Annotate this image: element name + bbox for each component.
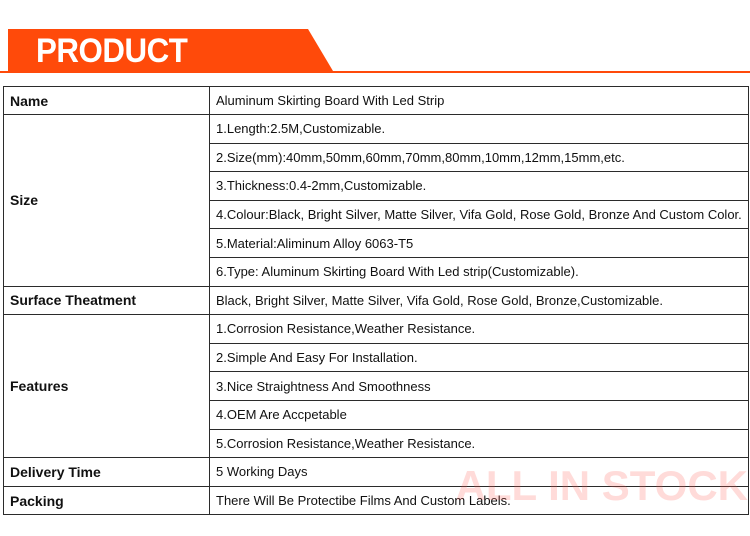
- size-item: 2.Size(mm):40mm,50mm,60mm,70mm,80mm,10mm,12mm,15mm,etc.: [210, 143, 749, 172]
- feature-item: 4.OEM Are Accpetable: [210, 400, 749, 429]
- size-item: 3.Thickness:0.4-2mm,Customizable.: [210, 172, 749, 201]
- spec-table: [3, 86, 749, 515]
- banner-title: PRODUCT: [36, 32, 188, 70]
- features-label: Features: [4, 315, 210, 458]
- stock-watermark: ALL IN STOCK: [455, 462, 748, 509]
- delivery-label: Delivery Time: [4, 458, 210, 487]
- size-item: 6.Type: Aluminum Skirting Board With Led strip(Customizable).: [210, 257, 749, 286]
- feature-item: 5.Corrosion Resistance,Weather Resistance.: [210, 429, 749, 458]
- feature-item: 2.Simple And Easy For Installation.: [210, 343, 749, 372]
- table-row: [4, 458, 749, 487]
- packing-value: There Will Be Protectibe Films And Custom Labels.: [210, 486, 749, 515]
- table-row: [4, 315, 749, 344]
- size-label: Size: [4, 115, 210, 287]
- size-item: 1.Length:2.5M,Customizable.: [210, 115, 749, 144]
- name-label: Name: [4, 87, 210, 115]
- table-row: [4, 87, 749, 115]
- surface-value: Black, Bright Silver, Matte Silver, Vifa Gold, Rose Gold, Bronze,Customizable.: [210, 286, 749, 315]
- surface-label: Surface Theatment: [4, 286, 210, 315]
- name-value: Aluminum Skirting Board With Led Strip: [210, 87, 749, 115]
- table-row: [4, 486, 749, 515]
- feature-item: 1.Corrosion Resistance,Weather Resistance.: [210, 315, 749, 344]
- packing-label: Packing: [4, 486, 210, 515]
- product-banner: [0, 27, 750, 73]
- delivery-value: 5 Working Days: [210, 458, 749, 487]
- size-item: 5.Material:Aliminum Alloy 6063-T5: [210, 229, 749, 258]
- table-row: [4, 286, 749, 315]
- size-item: 4.Colour:Black, Bright Silver, Matte Silver, Vifa Gold, Rose Gold, Bronze And Custom Color.: [210, 200, 749, 229]
- table-row: [4, 115, 749, 144]
- feature-item: 3.Nice Straightness And Smoothness: [210, 372, 749, 401]
- banner-rule: [0, 71, 750, 73]
